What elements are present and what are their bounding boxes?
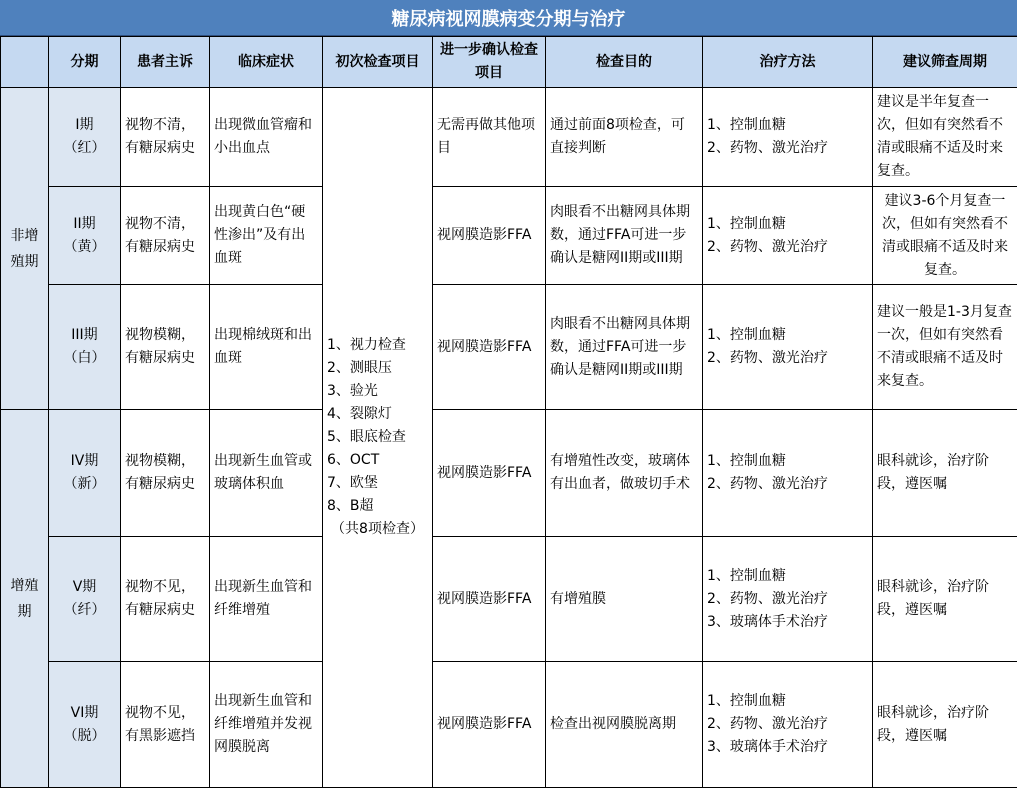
confirm-exam-cell: 视网膜造影FFA xyxy=(433,537,546,662)
purpose-cell: 检查出视网膜脱离期 xyxy=(546,662,703,788)
stage-label: V期 xyxy=(53,576,116,599)
purpose-cell: 有增殖膜 xyxy=(546,537,703,662)
cycle-cell: 建议3-6个月复查一次，但如有突然看不清或眼痛不适及时来复查。 xyxy=(873,187,1017,285)
confirm-exam-cell: 视网膜造影FFA xyxy=(433,662,546,788)
header-cycle: 建议筛查周期 xyxy=(873,37,1017,88)
stage-label: IV期 xyxy=(53,450,116,473)
header-symptom: 临床症状 xyxy=(210,37,323,88)
treatment-item: 2、药物、激光治疗 xyxy=(707,713,868,736)
stage-cell xyxy=(49,187,121,285)
cycle-cell: 眼科就诊，治疗阶段，遵医嘱 xyxy=(873,537,1017,662)
group-nonproliferative xyxy=(1,88,49,410)
treatment-cell xyxy=(703,88,873,187)
treatment-item: 1、控制血糖 xyxy=(707,565,868,588)
initial-exam-item: 1、视力检查 xyxy=(327,334,428,357)
symptom-cell: 出现黄白色“硬性渗出”及有出血斑 xyxy=(210,187,323,285)
stage-label: II期 xyxy=(53,213,116,236)
purpose-cell: 肉眼看不出糖网具体期数，通过FFA可进一步确认是糖网II期或III期 xyxy=(546,187,703,285)
symptom-cell: 出现微血管瘤和小出血点 xyxy=(210,88,323,187)
initial-exam-item: 6、OCT xyxy=(327,449,428,472)
stage-sub-label: （白） xyxy=(53,347,116,370)
stage-label: I期 xyxy=(53,114,116,137)
table-row xyxy=(1,410,1017,537)
initial-exam-item: 4、裂隙灯 xyxy=(327,403,428,426)
initial-exam-item: 7、欧堡 xyxy=(327,472,428,495)
header-purpose: 检查目的 xyxy=(546,37,703,88)
treatment-item: 2、药物、激光治疗 xyxy=(707,137,868,160)
complaint-cell: 视物模糊，有糖尿病史 xyxy=(121,410,210,537)
stage-cell xyxy=(49,537,121,662)
header-confirm-exam: 进一步确认检查项目 xyxy=(433,37,546,88)
treatment-cell xyxy=(703,187,873,285)
header-blank xyxy=(1,37,49,88)
initial-exam-item: 3、验光 xyxy=(327,380,428,403)
stage-cell xyxy=(49,88,121,187)
treatment-item: 3、玻璃体手术治疗 xyxy=(707,736,868,759)
symptom-cell: 出现棉绒斑和出血斑 xyxy=(210,285,323,410)
table-row xyxy=(1,662,1017,788)
group-proliferative xyxy=(1,410,49,788)
treatment-cell xyxy=(703,537,873,662)
header-treatment: 治疗方法 xyxy=(703,37,873,88)
purpose-cell: 通过前面8项检查，可直接判断 xyxy=(546,88,703,187)
initial-exam-total: （共8项检查） xyxy=(327,518,428,541)
treatment-item: 1、控制血糖 xyxy=(707,114,868,137)
stage-cell xyxy=(49,285,121,410)
treatment-item: 3、玻璃体手术治疗 xyxy=(707,611,868,634)
stage-cell xyxy=(49,410,121,537)
treatment-cell xyxy=(703,662,873,788)
header-complaint: 患者主诉 xyxy=(121,37,210,88)
complaint-cell: 视物不见，有黑影遮挡 xyxy=(121,662,210,788)
initial-exam-item: 5、眼底检查 xyxy=(327,426,428,449)
table-row xyxy=(1,187,1017,285)
initial-exam-cell xyxy=(323,88,433,788)
treatment-item: 1、控制血糖 xyxy=(707,213,868,236)
confirm-exam-cell: 视网膜造影FFA xyxy=(433,187,546,285)
complaint-cell: 视物模糊，有糖尿病史 xyxy=(121,285,210,410)
stage-sub-label: （纤） xyxy=(53,599,116,622)
cycle-cell: 眼科就诊，治疗阶段，遵医嘱 xyxy=(873,662,1017,788)
table-row xyxy=(1,537,1017,662)
header-initial-exam: 初次检查项目 xyxy=(323,37,433,88)
header-stage: 分期 xyxy=(49,37,121,88)
symptom-cell: 出现新生血管或玻璃体积血 xyxy=(210,410,323,537)
treatment-item: 1、控制血糖 xyxy=(707,690,868,713)
stage-sub-label: （黄） xyxy=(53,236,116,259)
treatment-cell xyxy=(703,285,873,410)
group-label: 增殖期 xyxy=(5,573,44,625)
treatment-cell xyxy=(703,410,873,537)
treatment-item: 2、药物、激光治疗 xyxy=(707,236,868,259)
table-title: 糖尿病视网膜病变分期与治疗 xyxy=(0,0,1017,36)
header-row xyxy=(1,37,1017,88)
cycle-cell: 建议一般是1-3月复查一次，但如有突然看不清或眼痛不适及时来复查。 xyxy=(873,285,1017,410)
treatment-item: 1、控制血糖 xyxy=(707,450,868,473)
initial-exam-item: 8、B超 xyxy=(327,495,428,518)
purpose-cell: 有增殖性改变，玻璃体有出血者，做玻切手术 xyxy=(546,410,703,537)
stage-sub-label: （脱） xyxy=(53,725,116,748)
stage-label: VI期 xyxy=(53,702,116,725)
stage-label: III期 xyxy=(53,324,116,347)
cycle-cell: 眼科就诊，治疗阶段，遵医嘱 xyxy=(873,410,1017,537)
purpose-cell: 肉眼看不出糖网具体期数，通过FFA可进一步确认是糖网II期或III期 xyxy=(546,285,703,410)
complaint-cell: 视物不见，有糖尿病史 xyxy=(121,537,210,662)
confirm-exam-cell: 无需再做其他项目 xyxy=(433,88,546,187)
group-label: 非增殖期 xyxy=(5,223,44,275)
treatment-item: 1、控制血糖 xyxy=(707,324,868,347)
treatment-item: 2、药物、激光治疗 xyxy=(707,473,868,496)
cycle-cell: 建议是半年复查一次，但如有突然看不清或眼痛不适及时来复查。 xyxy=(873,88,1017,187)
table-row xyxy=(1,88,1017,187)
stage-sub-label: （红） xyxy=(53,137,116,160)
complaint-cell: 视物不清，有糖尿病史 xyxy=(121,187,210,285)
treatment-item: 2、药物、激光治疗 xyxy=(707,588,868,611)
confirm-exam-cell: 视网膜造影FFA xyxy=(433,285,546,410)
staging-table xyxy=(0,36,1017,788)
complaint-cell: 视物不清，有糖尿病史 xyxy=(121,88,210,187)
stage-cell xyxy=(49,662,121,788)
symptom-cell: 出现新生血管和纤维增殖并发视网膜脱离 xyxy=(210,662,323,788)
symptom-cell: 出现新生血管和纤维增殖 xyxy=(210,537,323,662)
stage-sub-label: （新） xyxy=(53,473,116,496)
treatment-item: 2、药物、激光治疗 xyxy=(707,347,868,370)
confirm-exam-cell: 视网膜造影FFA xyxy=(433,410,546,537)
table-row xyxy=(1,285,1017,410)
initial-exam-item: 2、测眼压 xyxy=(327,357,428,380)
